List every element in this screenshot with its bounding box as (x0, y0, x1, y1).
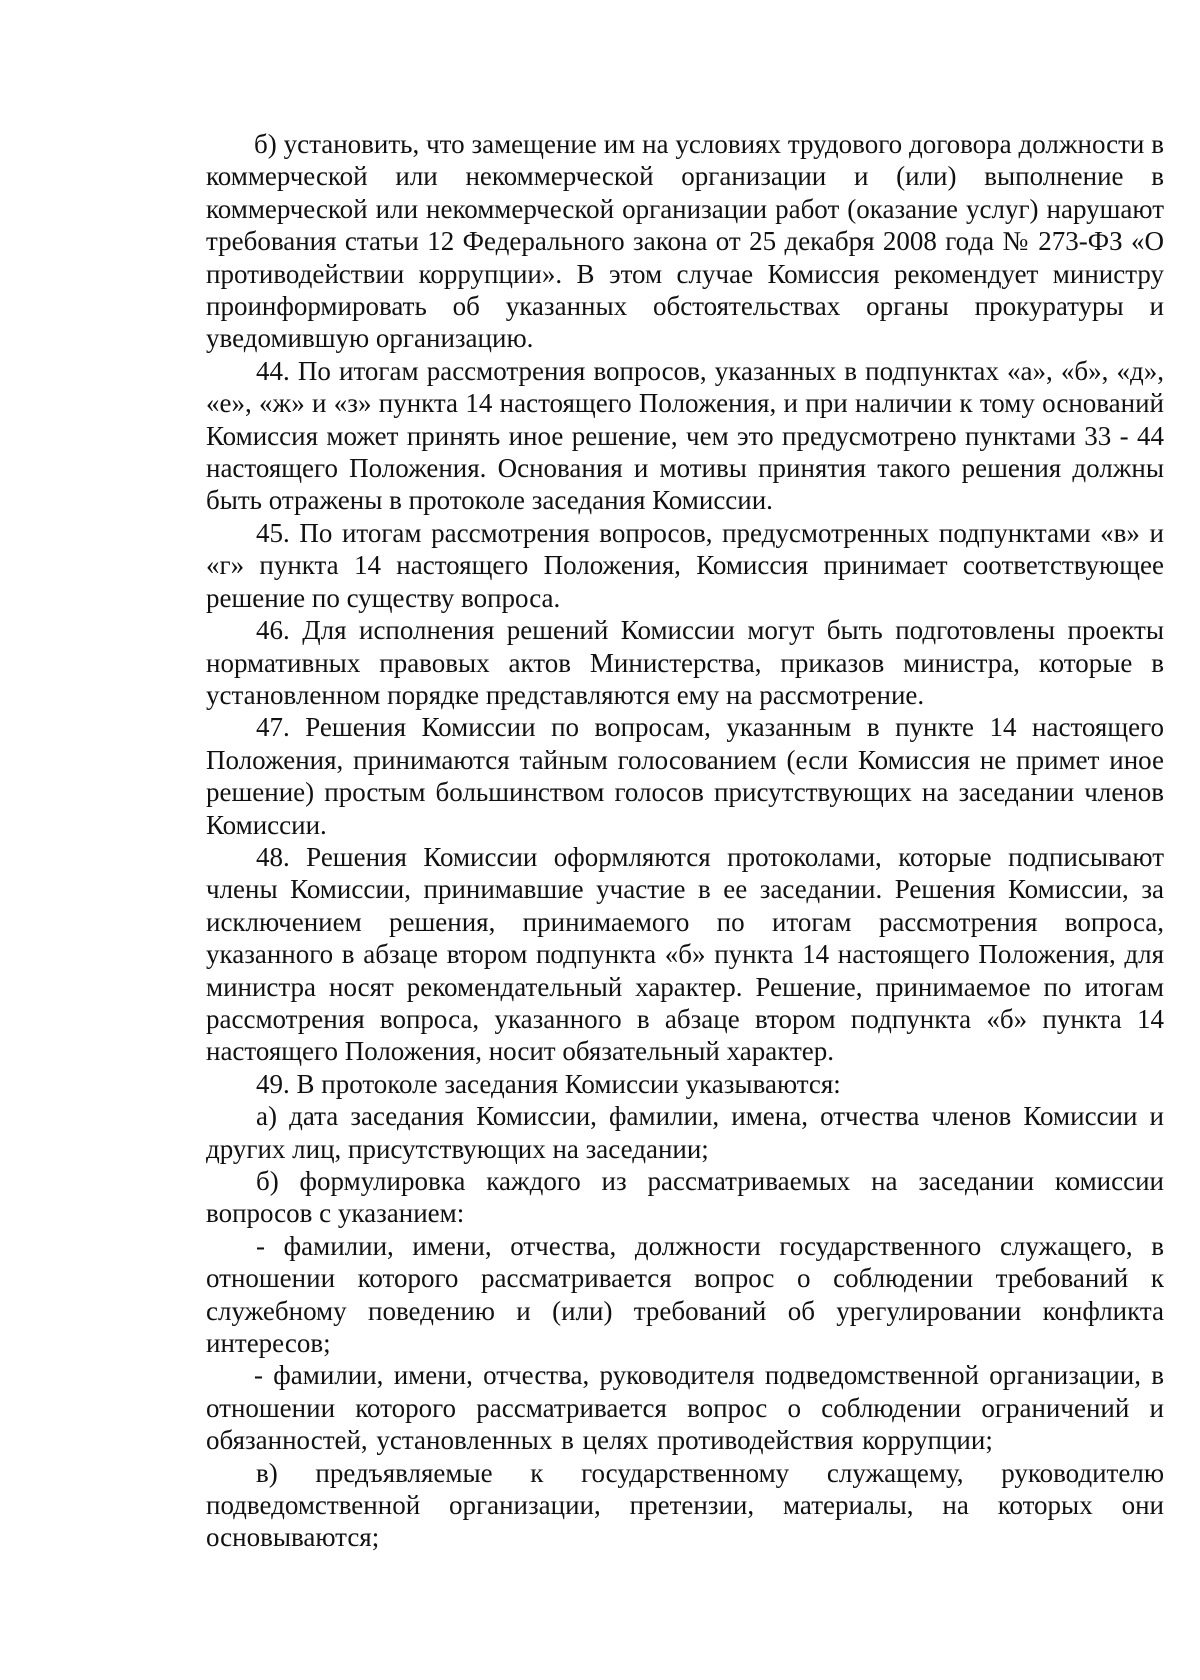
paragraph-48: 48. Решения Комиссии оформляются протоколами, которые подписывают члены Комиссии, принимавшие участие в ее заседании. Решения Комиссии, за исключением решения, принимаемого по итогам рассмотрения вопроса, указанного в абзаце втором подпункта «б» пункта 14 настоящего Положения, для министра носят рекомендательный характер. Решение, принимаемое по итогам рассмотрения вопроса, указанного в абзаце втором подпункта «б» пункта 14 настоящего Положения, носит обязательный характер. (206, 841, 1164, 1067)
paragraph-44: 44. По итогам рассмотрения вопросов, указанных в подпунктах «а», «б», «д», «е», «ж» и «з» пункта 14 настоящего Положения, и при наличии к тому оснований Комиссия может принять иное решение, чем это предусмотрено пунктами 33 - 44 настоящего Положения. Основания и мотивы принятия такого решения должны быть отражены в протоколе заседания Комиссии. (206, 355, 1164, 516)
document-page (206, 128, 1164, 1554)
paragraph-49-b-item-1: - фамилии, имени, отчества, должности государственного служащего, в отношении которого рассматривается вопрос о соблюдении требований к служебному поведению и (или) требований об урегулировании конфликта интересов; (206, 1230, 1164, 1359)
paragraph-46: 46. Для исполнения решений Комиссии могут быть подготовлены проекты нормативных правовых актов Министерства, приказов министра, которые в установленном порядке представляются ему на рассмотрение. (206, 615, 1164, 710)
paragraph-b-conclusion: б) установить, что замещение им на условиях трудового договора должности в коммерческой или некоммерческой организации и (или) выполнение в коммерческой или некоммерческой организации работ (оказание услуг) нарушают требования статьи 12 Федерального закона от 25 декабря 2008 года № 273-ФЗ «О противодействии коррупции». В этом случае Комиссия рекомендует министру проинформировать об указанных обстоятельствах органы прокуратуры и уведомившую организацию. (206, 129, 1164, 354)
paragraph-45: 45. По итогам рассмотрения вопросов, предусмотренных подпунктами «в» и «г» пункта 14 настоящего Положения, Комиссия принимает соответствующее решение по существу вопроса. (206, 517, 1164, 613)
paragraph-49: 49. В протоколе заседания Комиссии указываются: (256, 1068, 841, 1099)
paragraph-49-v: в) предъявляемые к государственному служащему, руководителю подведомственной организации, претензии, материалы, на которых они основываются; (206, 1457, 1164, 1553)
paragraph-49-a: а) дата заседания Комиссии, фамилии, имена, отчества членов Комиссии и других лиц, присутствующих на заседании; (206, 1101, 1164, 1164)
paragraph-49-b-item-2: - фамилии, имени, отчества, руководителя подведомственной организации, в отношении которого рассматривается вопрос о соблюдении ограничений и обязанностей, установленных в целях противодействия коррупции; (206, 1360, 1164, 1456)
paragraph-47: 47. Решения Комиссии по вопросам, указанным в пункте 14 настоящего Положения, принимаются тайным голосованием (если Комиссия не примет иное решение) простым большинством голосов присутствующих на заседании членов Комиссии. (206, 712, 1164, 840)
paragraph-49-b: б) формулировка каждого из рассматриваемых на заседании комиссии вопросов с указанием: (206, 1166, 1164, 1229)
